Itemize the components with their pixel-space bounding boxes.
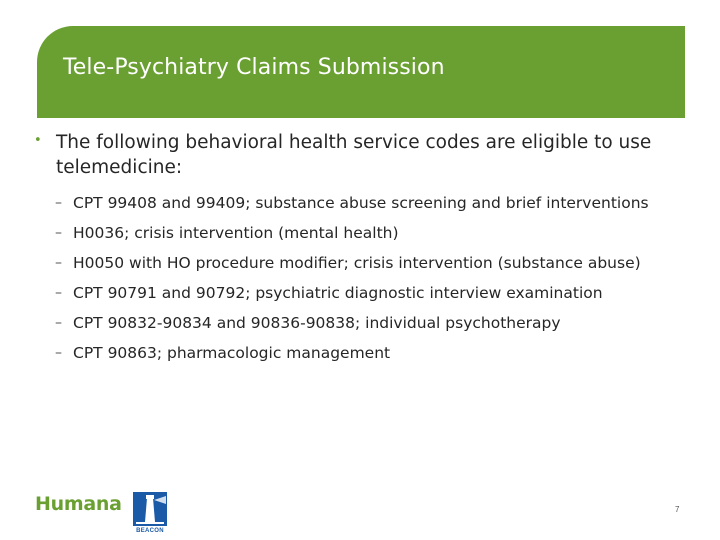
- list-item-text: H0050 with HO procedure modifier; crisis intervention (substance abuse): [73, 254, 641, 272]
- dash-icon: –: [55, 345, 62, 361]
- humana-logo: Humana: [35, 493, 122, 515]
- list-item-text: CPT 90791 and 90792; psychiatric diagnostic interview examination: [73, 284, 603, 302]
- dash-icon: –: [55, 315, 62, 331]
- dash-icon: –: [55, 195, 62, 211]
- list-item-text: H0036; crisis intervention (mental health): [73, 224, 399, 242]
- list-item-text: CPT 90832-90834 and 90836-90838; individual psychotherapy: [73, 314, 561, 332]
- slide-title: Tele-Psychiatry Claims Submission: [63, 55, 445, 80]
- list-item-text: CPT 99408 and 99409; substance abuse screening and brief interventions: [73, 194, 649, 212]
- page-number: 7: [675, 505, 680, 514]
- bullet-dot-icon: •: [34, 133, 42, 148]
- dash-icon: –: [55, 255, 62, 271]
- dash-icon: –: [55, 225, 62, 241]
- beacon-logo-text: BEACON: [136, 528, 164, 534]
- list-item-text: CPT 90863; pharmacologic management: [73, 344, 391, 362]
- main-bullet-text: The following behavioral health service codes are eligible to use telemedicine:: [56, 132, 652, 178]
- dash-icon: –: [55, 285, 62, 301]
